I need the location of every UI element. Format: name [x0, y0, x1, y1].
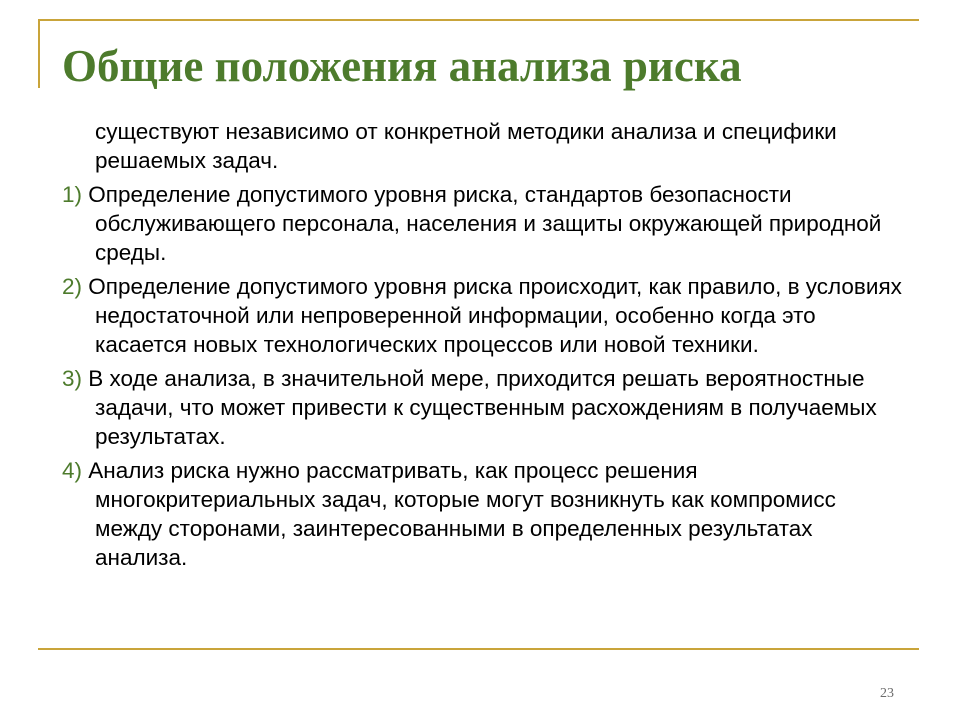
- slide-body: [62, 117, 902, 577]
- frame-bottom-line: [38, 648, 919, 650]
- frame-left-line: [38, 19, 40, 88]
- intro-paragraph: существуют независимо от конкретной методики анализа и специфики решаемых задач.: [95, 119, 837, 173]
- list-item-3: [62, 364, 902, 451]
- list-item-2: [62, 272, 902, 359]
- list-item-number: 4): [62, 458, 83, 483]
- list-item-1: [62, 180, 902, 267]
- list-item-number: 2): [62, 274, 83, 299]
- slide-title: Общие положения анализа риска: [62, 41, 742, 91]
- list-item-text: Анализ риска нужно рассматривать, как процесс решения многокритериальных задач, которые могут возникнуть как компромисс между сторонами, заинтересованными в определенных результатах анализа.: [82, 458, 836, 570]
- list-item-text: В ходе анализа, в значительной мере, приходится решать вероятностные задачи, что может привести к существенным расхождениям в получаемых результатах.: [82, 366, 877, 449]
- list-item-text: Определение допустимого уровня риска, стандартов безопасности обслуживающего персонала, населения и защиты окружающей природной среды.: [82, 182, 882, 265]
- list-item-4: [62, 456, 902, 572]
- page-number: 23: [880, 686, 894, 701]
- frame-top-line: [38, 19, 919, 21]
- list-item-text: Определение допустимого уровня риска происходит, как правило, в условиях недостаточной или непроверенной информации, особенно когда это касается новых технологических процессов или новой техники.: [82, 274, 902, 357]
- list-item-number: 1): [62, 182, 83, 207]
- list-item-number: 3): [62, 366, 83, 391]
